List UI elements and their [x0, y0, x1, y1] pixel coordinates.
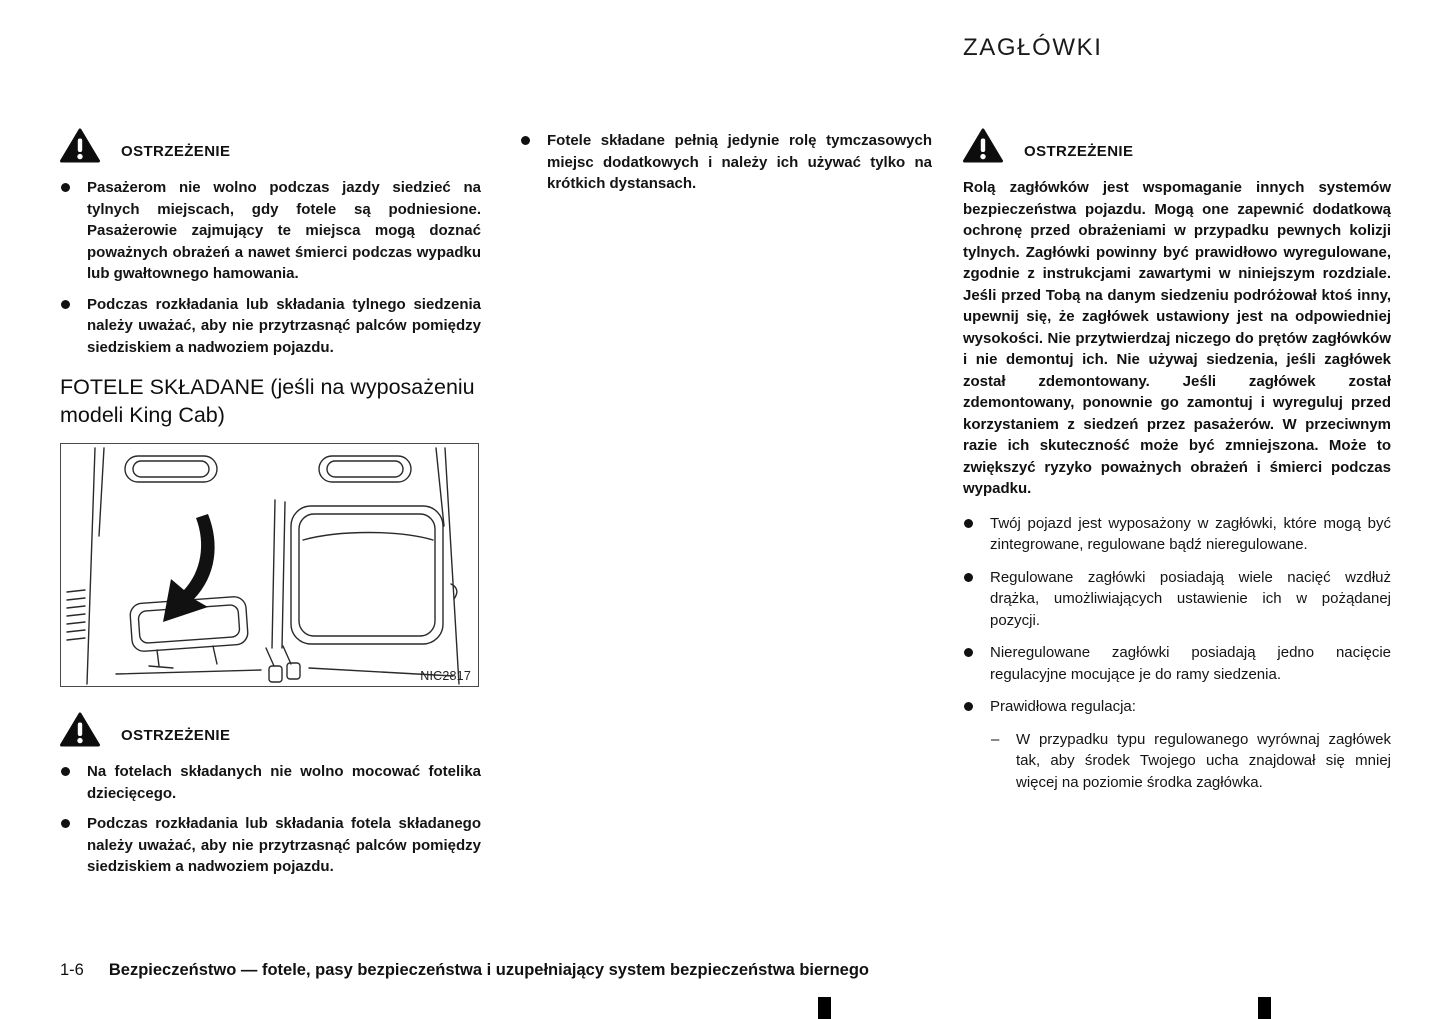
- list-item: [60, 294, 481, 359]
- column-left: [60, 128, 481, 887]
- column-middle: [520, 130, 932, 204]
- list-item-text: Podczas rozkładania lub składania fotela składanego należy uważać, aby nie przytrzasnąć palców pomiędzy siedziskiem a nadwoziem pojazdu.: [87, 815, 481, 875]
- warning-label: OSTRZEŻENIE: [121, 727, 231, 744]
- bullet-icon: [964, 573, 973, 582]
- note-list: [520, 130, 932, 195]
- dash-marker: –: [991, 730, 1000, 748]
- column-right: [963, 128, 1391, 793]
- bullet-icon: [964, 702, 973, 711]
- warning-triangle-icon: [963, 128, 1003, 163]
- bullet-icon: [964, 648, 973, 657]
- bullet-icon: [61, 767, 70, 776]
- warning-label: OSTRZEŻENIE: [1024, 143, 1134, 160]
- footer-title: Bezpieczeństwo — fotele, pasy bezpieczeństwa i uzupełniający system bezpieczeństwa biernego: [108, 961, 870, 979]
- page-footer: [60, 961, 1400, 980]
- bullet-icon: [964, 519, 973, 528]
- headrest-list: [963, 513, 1391, 718]
- warning-header: [60, 712, 481, 747]
- bullet-icon: [61, 819, 70, 828]
- list-item: [60, 813, 481, 878]
- list-item: [520, 130, 932, 195]
- warning-list: [60, 177, 481, 358]
- list-item: [963, 642, 1391, 685]
- list-item: [963, 513, 1391, 556]
- list-item-text: Regulowane zagłówki posiadają wiele nacięć wzdłuż drążka, umożliwiających ustawienie ich w pożądanej pozycji.: [990, 568, 1391, 629]
- warning-list: [60, 761, 481, 878]
- sub-list-item: [963, 729, 1391, 794]
- list-item: [60, 177, 481, 285]
- list-item: [60, 761, 481, 804]
- sub-list-item-text: W przypadku typu regulowanego wyrównaj zagłówek tak, aby środek Twojego ucha znajdował się mniej więcej na poziomie środka zagłówka.: [1016, 730, 1391, 791]
- warning-label: OSTRZEŻENIE: [121, 143, 231, 160]
- list-item-text: Fotele składane pełnią jedynie rolę tymczasowych miejsc dodatkowych i należy ich używać tylko na krótkich dystansach.: [547, 132, 932, 192]
- page-title: ZAGŁÓWKI: [963, 34, 1103, 61]
- section-heading: FOTELE SKŁADANE (jeśli na wyposażeniu modeli King Cab): [60, 375, 475, 427]
- list-item: [963, 567, 1391, 632]
- print-registration-mark: [818, 997, 831, 1019]
- list-item-text: Nieregulowane zagłówki posiadają jedno nacięcie regulacyjne mocujące je do ramy siedzenia.: [990, 644, 1391, 683]
- list-item-text: Na fotelach składanych nie wolno mocować fotelika dziecięcego.: [87, 763, 481, 802]
- warning-paragraph: Rolą zagłówków jest wspomaganie innych systemów bezpieczeństwa pojazdu. Mogą one zapewnić dodatkową ochronę przed obrażeniami w przypadku pewnych kolizji tylnych. Zagłówki powinny być prawidłowo wyregulowane, zgodnie z instrukcjami zawartymi w niniejszym rozdziale. Jeśli przed Tobą na danym siedzeniu podróżował ktoś inny, upewnij się, że zagłówek ustawiony jest na odpowiedniej wysokości. Nie przytwierdzaj niczego do prętów zagłówków i nie demontuj ich. Nie używaj siedzenia, jeśli zagłówek został zdemontowany. Jeśli zagłówek został zdemontowany, ponownie go zamontuj i wyreguluj przed korzystaniem z siedzeń przez pasażerów. W przeciwnym razie ich skuteczność może być zmniejszona. Może to zwiększyć ryzyko poważnych obrażeń i śmierci podczas wypadku.: [963, 179, 1391, 497]
- seat-folding-drawing: [61, 444, 478, 686]
- print-registration-mark: [1258, 997, 1271, 1019]
- bullet-icon: [61, 300, 70, 309]
- bullet-icon: [521, 136, 530, 145]
- warning-header: [60, 128, 481, 163]
- bullet-icon: [61, 183, 70, 192]
- warning-header: [963, 128, 1391, 163]
- list-item-text: Prawidłowa regulacja:: [990, 698, 1136, 715]
- list-item: [963, 696, 1391, 718]
- warning-triangle-icon: [60, 712, 100, 747]
- list-item-text: Podczas rozkładania lub składania tylnego siedzenia należy uważać, aby nie przytrzasnąć palców pomiędzy siedziskiem a nadwoziem pojazdu.: [87, 295, 481, 356]
- seat-illustration: [60, 443, 479, 687]
- list-item-text: Twój pojazd jest wyposażony w zagłówki, które mogą być zintegrowane, regulowane bądź nieregulowane.: [990, 514, 1391, 553]
- list-item-text: Pasażerom nie wolno podczas jazdy siedzieć na tylnych miejscach, gdy fotele są podniesione. Pasażerowie zajmujący te miejsca mogą doznać poważnych obrażeń a nawet śmierci podczas wypadku lub gwałtownego hamowania.: [87, 179, 481, 282]
- warning-triangle-icon: [60, 128, 100, 163]
- page-number: 1-6: [60, 961, 84, 979]
- figure-code: NIC2817: [420, 669, 471, 683]
